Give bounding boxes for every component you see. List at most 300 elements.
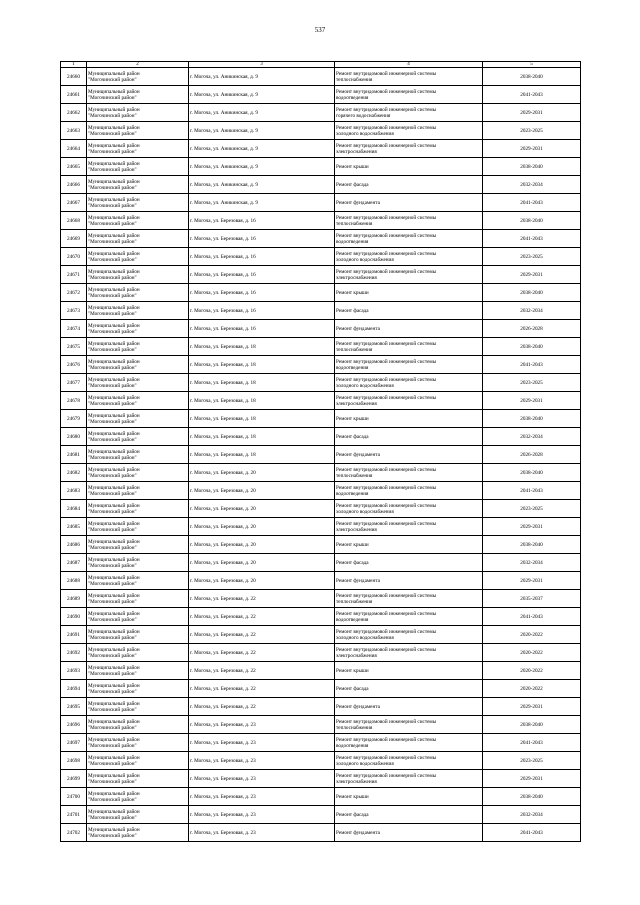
row-number-cell: 24665 — [61, 158, 87, 176]
repair-system-line: электроснабжения — [336, 526, 377, 533]
repair-type-line: Ремонт внутридомовой инженерной системы — [336, 70, 437, 77]
municipality-cell — [87, 482, 189, 500]
municipality-name-line: "Могочинский район" — [88, 436, 137, 443]
municipality-cell — [87, 302, 189, 320]
table-row — [61, 284, 581, 302]
municipality-name-line: "Могочинский район" — [88, 148, 137, 155]
municipality-name-line: "Могочинский район" — [88, 652, 137, 659]
address-cell: г. Могоча, ул. Аникинская, д. 9 — [189, 176, 335, 194]
municipality-name-line: "Могочинский район" — [88, 292, 137, 299]
period-cell: 2020-2022 — [483, 644, 581, 662]
row-number-cell: 24691 — [61, 626, 87, 644]
repair-system-line: водоотведения — [336, 94, 369, 101]
table-row — [61, 608, 581, 626]
address-cell: г. Могоча, ул. Березовая, д. 18 — [189, 428, 335, 446]
period-cell: 2029-2031 — [483, 518, 581, 536]
repair-system-line: водоотведения — [336, 490, 369, 497]
repair-type-line: Ремонт внутридомовой инженерной системы — [336, 358, 437, 365]
repair-type-cell — [335, 716, 483, 734]
row-number-cell: 24663 — [61, 122, 87, 140]
repair-type-line: Ремонт крыши — [336, 415, 369, 422]
municipality-line: Муниципальный район — [88, 520, 140, 527]
municipality-cell — [87, 140, 189, 158]
repair-system-line: теплоснабжения — [336, 76, 373, 83]
municipality-name-line: "Могочинский район" — [88, 472, 137, 479]
municipality-cell — [87, 662, 189, 680]
municipality-line: Муниципальный район — [88, 682, 140, 689]
municipality-cell — [87, 158, 189, 176]
municipality-name-line: "Могочинский район" — [88, 832, 137, 839]
municipality-line: Муниципальный район — [88, 556, 140, 563]
capital-repair-table — [60, 61, 581, 842]
municipality-cell — [87, 680, 189, 698]
municipality-line: Муниципальный район — [88, 430, 140, 437]
address-cell: г. Могоча, ул. Березовая, д. 18 — [189, 374, 335, 392]
table-row — [61, 266, 581, 284]
municipality-line: Муниципальный район — [88, 448, 140, 455]
table-row — [61, 302, 581, 320]
row-number-cell: 24689 — [61, 590, 87, 608]
repair-type-cell — [335, 554, 483, 572]
repair-type-cell — [335, 104, 483, 122]
municipality-name-line: "Могочинский район" — [88, 634, 137, 641]
period-cell: 2026-2028 — [483, 320, 581, 338]
address-cell: г. Могоча, ул. Березовая, д. 16 — [189, 302, 335, 320]
municipality-cell — [87, 374, 189, 392]
repair-system-line: электроснабжения — [336, 148, 377, 155]
repair-system-line: теплоснабжения — [336, 220, 373, 227]
municipality-line: Муниципальный район — [88, 484, 140, 491]
municipality-cell — [87, 806, 189, 824]
repair-type-line: Ремонт фундамента — [336, 451, 380, 458]
row-number-cell: 24670 — [61, 248, 87, 266]
column-number: 1 — [61, 62, 87, 68]
municipality-name-line: "Могочинский район" — [88, 202, 137, 209]
repair-type-cell — [335, 86, 483, 104]
table-row — [61, 806, 581, 824]
period-cell: 2032-2034 — [483, 302, 581, 320]
address-cell: г. Могоча, ул. Березовая, д. 22 — [189, 698, 335, 716]
repair-type-cell — [335, 518, 483, 536]
table-row — [61, 698, 581, 716]
repair-type-line: Ремонт внутридомовой инженерной системы — [336, 142, 437, 149]
municipality-cell — [87, 446, 189, 464]
municipality-name-line: "Могочинский район" — [88, 166, 137, 173]
municipality-name-line: "Могочинский район" — [88, 562, 137, 569]
municipality-cell — [87, 824, 189, 842]
address-cell: г. Могоча, ул. Березовая, д. 22 — [189, 590, 335, 608]
row-number-cell: 24686 — [61, 536, 87, 554]
row-number-cell: 24702 — [61, 824, 87, 842]
repair-system-line: водоотведения — [336, 364, 369, 371]
municipality-name-line: "Могочинский район" — [88, 274, 137, 281]
municipality-name-line: "Могочинский район" — [88, 184, 137, 191]
repair-system-line: электроснабжения — [336, 400, 377, 407]
municipality-line: Муниципальный район — [88, 214, 140, 221]
repair-system-line: горячего водоснабжения — [336, 112, 391, 119]
repair-type-line: Ремонт внутридомовой инженерной системы — [336, 736, 437, 743]
municipality-cell — [87, 572, 189, 590]
repair-type-line: Ремонт внутридомовой инженерной системы — [336, 628, 437, 635]
row-number-cell: 24676 — [61, 356, 87, 374]
municipality-line: Муниципальный район — [88, 466, 140, 473]
repair-type-line: Ремонт крыши — [336, 163, 369, 170]
table-row — [61, 752, 581, 770]
table-row — [61, 212, 581, 230]
municipality-line: Муниципальный район — [88, 304, 140, 311]
repair-type-line: Ремонт внутридомовой инженерной системы — [336, 646, 437, 653]
repair-type-line: Ремонт внутридомовой инженерной системы — [336, 484, 437, 491]
table-row — [61, 590, 581, 608]
row-number-cell: 24674 — [61, 320, 87, 338]
table-row — [61, 122, 581, 140]
municipality-name-line: "Могочинский район" — [88, 688, 137, 695]
repair-system-line: водоотведения — [336, 616, 369, 623]
municipality-line: Муниципальный район — [88, 790, 140, 797]
address-cell: г. Могоча, ул. Березовая, д. 18 — [189, 410, 335, 428]
repair-system-line: холодного водоснабжения — [336, 634, 394, 641]
municipality-cell — [87, 428, 189, 446]
municipality-name-line: "Могочинский район" — [88, 526, 137, 533]
page-number: 537 — [314, 26, 326, 34]
repair-type-line: Ремонт крыши — [336, 541, 369, 548]
address-cell: г. Могоча, ул. Березовая, д. 23 — [189, 734, 335, 752]
municipality-name-line: "Могочинский район" — [88, 706, 137, 713]
municipality-name-line: "Могочинский район" — [88, 130, 137, 137]
row-number-cell: 24694 — [61, 680, 87, 698]
period-cell: 2041-2043 — [483, 356, 581, 374]
period-cell: 2032-2034 — [483, 806, 581, 824]
municipality-cell — [87, 212, 189, 230]
municipality-name-line: "Могочинский район" — [88, 220, 137, 227]
municipality-name-line: "Могочинский район" — [88, 796, 137, 803]
address-cell: г. Могоча, ул. Аникинская, д. 9 — [189, 158, 335, 176]
municipality-cell — [87, 788, 189, 806]
municipality-name-line: "Могочинский район" — [88, 670, 137, 677]
period-cell: 2029-2031 — [483, 104, 581, 122]
repair-type-cell — [335, 392, 483, 410]
repair-type-cell — [335, 248, 483, 266]
repair-type-cell — [335, 140, 483, 158]
municipality-line: Муниципальный район — [88, 232, 140, 239]
repair-type-cell — [335, 788, 483, 806]
repair-type-line: Ремонт внутридомовой инженерной системы — [336, 106, 437, 113]
municipality-line: Муниципальный район — [88, 124, 140, 131]
municipality-line: Муниципальный район — [88, 700, 140, 707]
period-cell: 2023-2025 — [483, 752, 581, 770]
period-cell: 2038-2040 — [483, 158, 581, 176]
repair-type-cell — [335, 68, 483, 86]
address-cell: г. Могоча, ул. Аникинская, д. 9 — [189, 86, 335, 104]
municipality-cell — [87, 248, 189, 266]
address-cell: г. Могоча, ул. Березовая, д. 18 — [189, 392, 335, 410]
repair-type-line: Ремонт внутридомовой инженерной системы — [336, 718, 437, 725]
period-cell: 2038-2040 — [483, 338, 581, 356]
address-cell: г. Могоча, ул. Березовая, д. 20 — [189, 536, 335, 554]
period-cell: 2041-2043 — [483, 194, 581, 212]
period-cell: 2041-2043 — [483, 86, 581, 104]
row-number-cell: 24683 — [61, 482, 87, 500]
repair-system-line: теплоснабжения — [336, 346, 373, 353]
period-cell: 2038-2040 — [483, 788, 581, 806]
municipality-name-line: "Могочинский район" — [88, 508, 137, 515]
municipality-line: Муниципальный район — [88, 646, 140, 653]
row-number-cell: 24687 — [61, 554, 87, 572]
row-number-cell: 24677 — [61, 374, 87, 392]
repair-type-cell — [335, 824, 483, 842]
municipality-line: Муниципальный район — [88, 628, 140, 635]
repair-type-cell — [335, 662, 483, 680]
row-number-cell: 24693 — [61, 662, 87, 680]
repair-type-cell — [335, 464, 483, 482]
table-row — [61, 356, 581, 374]
repair-system-line: холодного водоснабжения — [336, 760, 394, 767]
repair-type-cell — [335, 770, 483, 788]
address-cell: г. Могоча, ул. Березовая, д. 18 — [189, 446, 335, 464]
repair-type-line: Ремонт внутридомовой инженерной системы — [336, 466, 437, 473]
repair-type-cell — [335, 302, 483, 320]
repair-type-line: Ремонт внутридомовой инженерной системы — [336, 340, 437, 347]
municipality-line: Муниципальный район — [88, 592, 140, 599]
municipality-name-line: "Могочинский район" — [88, 310, 137, 317]
period-cell: 2029-2031 — [483, 770, 581, 788]
table-row — [61, 734, 581, 752]
address-cell: г. Могоча, ул. Березовая, д. 22 — [189, 680, 335, 698]
municipality-name-line: "Могочинский район" — [88, 364, 137, 371]
repair-type-line: Ремонт фундамента — [336, 703, 380, 710]
row-number-cell: 24680 — [61, 428, 87, 446]
municipality-line: Муниципальный район — [88, 196, 140, 203]
municipality-line: Муниципальный район — [88, 376, 140, 383]
period-cell: 2029-2031 — [483, 140, 581, 158]
municipality-line: Муниципальный район — [88, 538, 140, 545]
row-number-cell: 24660 — [61, 68, 87, 86]
row-number-cell: 24701 — [61, 806, 87, 824]
address-cell: г. Могоча, ул. Березовая, д. 22 — [189, 662, 335, 680]
address-cell: г. Могоча, ул. Березовая, д. 23 — [189, 824, 335, 842]
municipality-name-line: "Могочинский район" — [88, 400, 137, 407]
repair-type-cell — [335, 752, 483, 770]
repair-type-cell — [335, 158, 483, 176]
municipality-cell — [87, 518, 189, 536]
table-row — [61, 662, 581, 680]
repair-type-line: Ремонт фасада — [336, 811, 369, 818]
address-cell: г. Могоча, ул. Березовая, д. 16 — [189, 320, 335, 338]
row-number-cell: 24662 — [61, 104, 87, 122]
municipality-name-line: "Могочинский район" — [88, 454, 137, 461]
row-number-cell: 24681 — [61, 446, 87, 464]
period-cell: 2038-2040 — [483, 716, 581, 734]
row-number-cell: 24682 — [61, 464, 87, 482]
row-number-cell: 24698 — [61, 752, 87, 770]
repair-system-line: электроснабжения — [336, 778, 377, 785]
period-cell: 2020-2022 — [483, 680, 581, 698]
table-row — [61, 680, 581, 698]
period-cell: 2023-2025 — [483, 248, 581, 266]
row-number-cell: 24692 — [61, 644, 87, 662]
repair-system-line: электроснабжения — [336, 652, 377, 659]
repair-type-cell — [335, 212, 483, 230]
municipality-line: Муниципальный район — [88, 88, 140, 95]
municipality-line: Муниципальный район — [88, 340, 140, 347]
period-cell: 2035-2037 — [483, 590, 581, 608]
repair-system-line: холодного водоснабжения — [336, 508, 394, 515]
repair-type-line: Ремонт крыши — [336, 667, 369, 674]
repair-type-line: Ремонт внутридомовой инженерной системы — [336, 592, 437, 599]
repair-type-cell — [335, 338, 483, 356]
repair-type-cell — [335, 734, 483, 752]
municipality-cell — [87, 698, 189, 716]
repair-type-cell — [335, 698, 483, 716]
row-number-cell: 24668 — [61, 212, 87, 230]
address-cell: г. Могоча, ул. Березовая, д. 16 — [189, 266, 335, 284]
period-cell: 2038-2040 — [483, 68, 581, 86]
repair-type-line: Ремонт внутридомовой инженерной системы — [336, 610, 437, 617]
period-cell: 2041-2043 — [483, 608, 581, 626]
table-row — [61, 464, 581, 482]
period-cell: 2026-2028 — [483, 446, 581, 464]
municipality-line: Муниципальный район — [88, 250, 140, 257]
repair-type-line: Ремонт фундамента — [336, 325, 380, 332]
table-row — [61, 644, 581, 662]
municipality-name-line: "Могочинский район" — [88, 94, 137, 101]
municipality-line: Муниципальный район — [88, 160, 140, 167]
table-row — [61, 248, 581, 266]
repair-type-cell — [335, 644, 483, 662]
table-row — [61, 68, 581, 86]
municipality-line: Муниципальный район — [88, 394, 140, 401]
repair-system-line: электроснабжения — [336, 274, 377, 281]
row-number-cell: 24690 — [61, 608, 87, 626]
period-cell: 2041-2043 — [483, 482, 581, 500]
address-cell: г. Могоча, ул. Аникинская, д. 9 — [189, 140, 335, 158]
municipality-line: Муниципальный район — [88, 412, 140, 419]
repair-type-line: Ремонт внутридомовой инженерной системы — [336, 232, 437, 239]
municipality-name-line: "Могочинский район" — [88, 256, 137, 263]
repair-type-cell — [335, 590, 483, 608]
period-cell: 2041-2043 — [483, 734, 581, 752]
municipality-line: Муниципальный район — [88, 826, 140, 833]
table-row — [61, 104, 581, 122]
address-cell: г. Могоча, ул. Березовая, д. 23 — [189, 788, 335, 806]
table-row — [61, 320, 581, 338]
repair-type-line: Ремонт фасада — [336, 181, 369, 188]
address-cell: г. Могоча, ул. Березовая, д. 23 — [189, 716, 335, 734]
municipality-cell — [87, 338, 189, 356]
address-cell: г. Могоча, ул. Березовая, д. 22 — [189, 608, 335, 626]
period-cell: 2038-2040 — [483, 212, 581, 230]
address-cell: г. Могоча, ул. Березовая, д. 16 — [189, 248, 335, 266]
period-cell: 2038-2040 — [483, 284, 581, 302]
municipality-line: Муниципальный район — [88, 106, 140, 113]
period-cell: 2020-2022 — [483, 662, 581, 680]
municipality-name-line: "Могочинский район" — [88, 544, 137, 551]
repair-type-cell — [335, 356, 483, 374]
repair-type-cell — [335, 806, 483, 824]
period-cell: 2038-2040 — [483, 464, 581, 482]
repair-type-line: Ремонт фасада — [336, 307, 369, 314]
municipality-cell — [87, 266, 189, 284]
municipality-cell — [87, 716, 189, 734]
address-cell: г. Могоча, ул. Березовая, д. 20 — [189, 464, 335, 482]
municipality-cell — [87, 734, 189, 752]
municipality-line: Муниципальный район — [88, 610, 140, 617]
table-row — [61, 410, 581, 428]
row-number-cell: 24675 — [61, 338, 87, 356]
municipality-cell — [87, 230, 189, 248]
period-cell: 2020-2022 — [483, 626, 581, 644]
municipality-cell — [87, 86, 189, 104]
table-row — [61, 428, 581, 446]
table-row — [61, 446, 581, 464]
table-row — [61, 716, 581, 734]
row-number-cell: 24679 — [61, 410, 87, 428]
table-row — [61, 788, 581, 806]
repair-type-line: Ремонт внутридомовой инженерной системы — [336, 520, 437, 527]
repair-type-cell — [335, 428, 483, 446]
repair-type-line: Ремонт крыши — [336, 793, 369, 800]
repair-type-line: Ремонт внутридомовой инженерной системы — [336, 214, 437, 221]
address-cell: г. Могоча, ул. Березовая, д. 20 — [189, 500, 335, 518]
repair-type-cell — [335, 626, 483, 644]
repair-type-line: Ремонт внутридомовой инженерной системы — [336, 124, 437, 131]
column-number: 3 — [189, 62, 335, 68]
row-number-cell: 24669 — [61, 230, 87, 248]
row-number-cell: 24664 — [61, 140, 87, 158]
municipality-cell — [87, 626, 189, 644]
period-cell: 2041-2043 — [483, 230, 581, 248]
repair-type-line: Ремонт внутридомовой инженерной системы — [336, 268, 437, 275]
repair-type-cell — [335, 536, 483, 554]
municipality-cell — [87, 608, 189, 626]
repair-type-line: Ремонт внутридомовой инженерной системы — [336, 772, 437, 779]
period-cell: 2029-2031 — [483, 698, 581, 716]
repair-type-line: Ремонт внутридомовой инженерной системы — [336, 250, 437, 257]
row-number-cell: 24672 — [61, 284, 87, 302]
municipality-cell — [87, 464, 189, 482]
address-cell: г. Могоча, ул. Аникинская, д. 9 — [189, 122, 335, 140]
municipality-cell — [87, 500, 189, 518]
period-cell: 2023-2025 — [483, 500, 581, 518]
row-number-cell: 24699 — [61, 770, 87, 788]
municipality-cell — [87, 122, 189, 140]
address-cell: г. Могоча, ул. Аникинская, д. 9 — [189, 194, 335, 212]
repair-type-cell — [335, 446, 483, 464]
address-cell: г. Могоча, ул. Березовая, д. 16 — [189, 284, 335, 302]
repair-type-line: Ремонт фасада — [336, 559, 369, 566]
municipality-cell — [87, 68, 189, 86]
municipality-name-line: "Могочинский район" — [88, 76, 137, 83]
table-row — [61, 500, 581, 518]
repair-type-cell — [335, 680, 483, 698]
municipality-line: Муниципальный район — [88, 502, 140, 509]
row-number-cell: 24671 — [61, 266, 87, 284]
municipality-name-line: "Могочинский район" — [88, 616, 137, 623]
repair-type-line: Ремонт внутридомовой инженерной системы — [336, 376, 437, 383]
municipality-line: Муниципальный район — [88, 268, 140, 275]
repair-type-cell — [335, 374, 483, 392]
table-row — [61, 86, 581, 104]
repair-system-line: холодного водоснабжения — [336, 130, 394, 137]
repair-type-cell — [335, 500, 483, 518]
table-row — [61, 536, 581, 554]
table-row — [61, 572, 581, 590]
municipality-name-line: "Могочинский район" — [88, 742, 137, 749]
address-cell: г. Могоча, ул. Березовая, д. 22 — [189, 626, 335, 644]
municipality-cell — [87, 554, 189, 572]
column-number: 4 — [335, 62, 483, 68]
address-cell: г. Могоча, ул. Березовая, д. 20 — [189, 572, 335, 590]
